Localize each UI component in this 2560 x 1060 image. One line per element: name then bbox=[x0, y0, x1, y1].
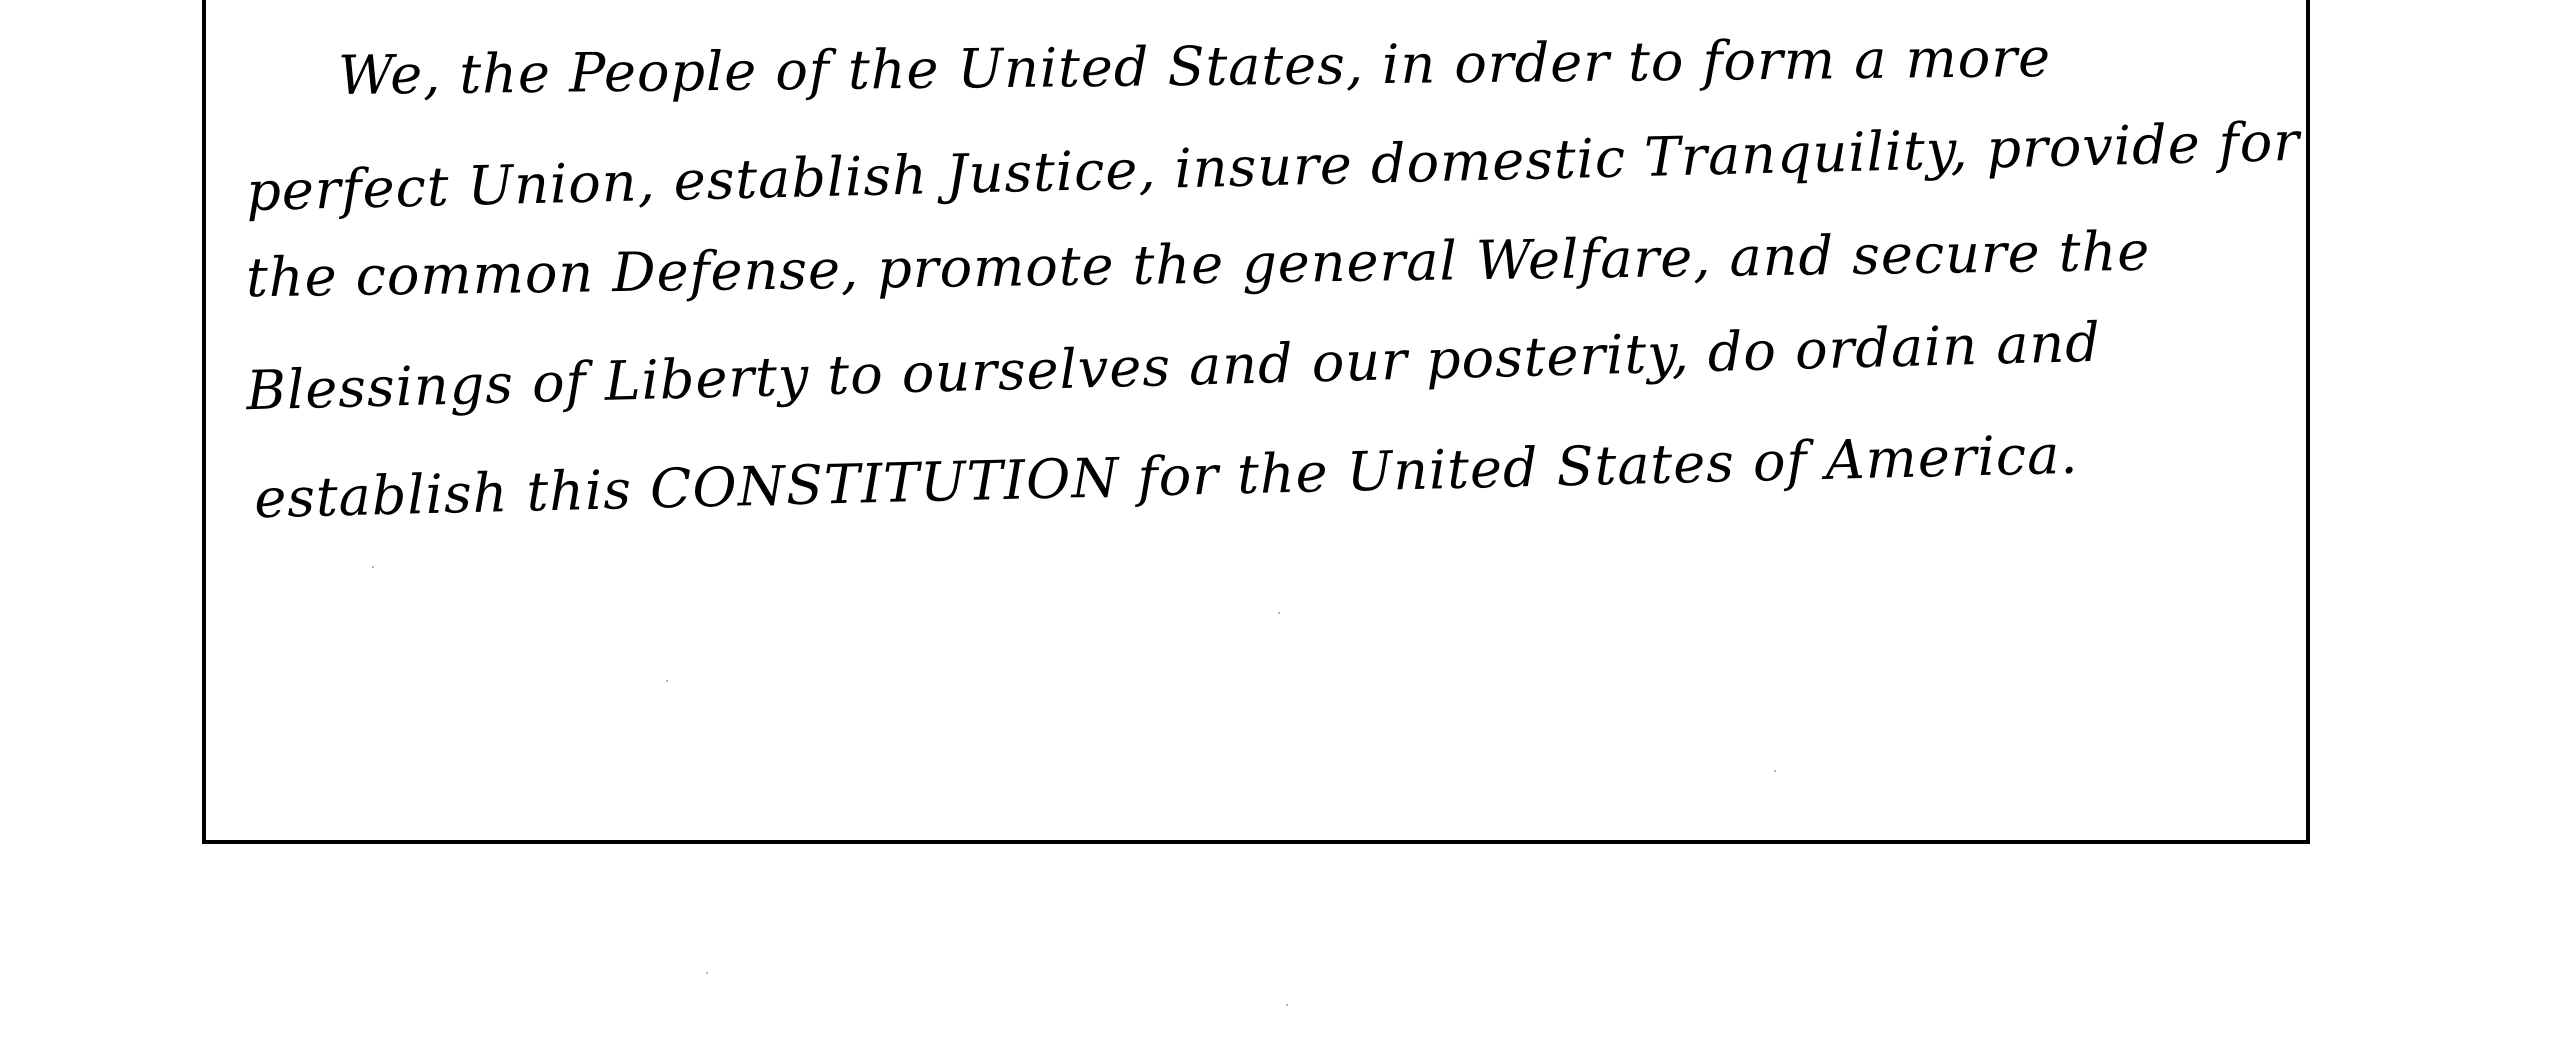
scan-speck bbox=[1774, 770, 1776, 772]
scan-speck bbox=[1286, 1004, 1288, 1006]
handwritten-line-2: perfect Union, establish Justice, insure domestic Tranquility, provide for bbox=[245, 109, 2301, 224]
handwritten-line-3: the common Defense, promote the general Welfare, and secure the bbox=[245, 219, 2151, 310]
handwritten-line-4: Blessings of Liberty to ourselves and our posterity, do ordain and bbox=[245, 310, 2102, 423]
handwritten-line-5: establish this CONSTITUTION for the United States of America. bbox=[253, 422, 2080, 531]
scan-speck bbox=[666, 680, 668, 682]
scan-speck bbox=[372, 566, 374, 568]
handwritten-line-1: We, the People of the United States, in order to form a more bbox=[337, 26, 2052, 107]
scan-speck bbox=[1278, 612, 1280, 614]
handwriting-form-box bbox=[202, 0, 2310, 844]
scan-speck bbox=[706, 972, 708, 974]
